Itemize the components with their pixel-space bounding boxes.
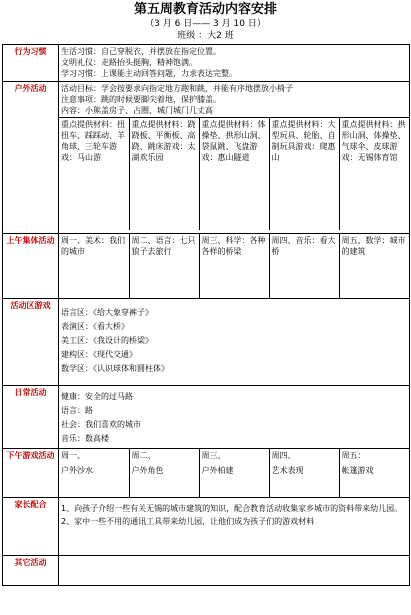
row-parents — [3, 498, 410, 556]
class-label: 班级 ：大2 班 — [177, 31, 234, 41]
afternoon-activity: 户外沙水 — [61, 466, 93, 475]
daily-line: 健康：安全的过马路 — [61, 392, 133, 401]
row-label-afternoon: 下午游戏活动 — [3, 449, 59, 498]
row-label-parents: 家长配合 — [3, 498, 59, 556]
afternoon-day: 周五： — [341, 451, 366, 460]
outdoor-column-mon: 重点提供材料：扭扭车、踩踩动、羊角球、三轮车游戏：马山游 — [59, 118, 129, 230]
afternoon-activity: 户外角色 — [131, 466, 164, 475]
daily-line: 音乐：数高楼 — [61, 434, 109, 443]
morning-content — [59, 234, 410, 299]
morning-column-fri: 周五、数学：城市的建筑 — [341, 236, 406, 256]
row-label-areas: 活动区游戏 — [3, 299, 59, 386]
row-label-outdoor: 户外活动 — [3, 82, 59, 234]
area-line: 语言区：《给大象穿裤子》 — [61, 308, 153, 317]
outdoor-content — [59, 82, 410, 234]
area-line: 建构区：《现代交通》 — [61, 350, 137, 359]
page-title: 第五周教育活动内容安排 — [133, 2, 277, 17]
row-afternoon — [3, 449, 410, 498]
behavior-line: 学习习惯：上课能主动回答问题，力求表达完整。 — [61, 69, 237, 78]
row-label-behavior: 行为习惯 — [3, 45, 59, 82]
row-other — [3, 556, 410, 586]
outdoor-line: 内容：小熊盖房子、占圈、城门城门几丈高 — [61, 106, 213, 115]
afternoon-activity: 帐篷游戏 — [341, 466, 374, 475]
row-areas — [3, 299, 410, 386]
parents-content — [59, 498, 410, 556]
afternoon-column-mon — [59, 449, 129, 497]
afternoon-columns — [59, 449, 409, 497]
daily-line: 语言：路 — [61, 406, 93, 415]
row-behavior — [3, 45, 410, 82]
area-line: 表演区：《看大桥》 — [61, 322, 129, 331]
row-morning — [3, 234, 410, 299]
other-content — [59, 556, 410, 586]
afternoon-column-fri — [339, 449, 409, 497]
parents-line: 2、家中一些不用的通讯工具带来幼儿园，让他们成为孩子们的游戏材料 — [61, 517, 315, 526]
daily-line: 社会：我们喜欢的城市 — [61, 420, 141, 429]
afternoon-activity: 艺术表现 — [271, 466, 304, 475]
morning-column-mon: 周一、美术：我们的城市 — [59, 234, 129, 298]
afternoon-day: 周二、 — [131, 451, 156, 460]
morning-column-thu: 周四、音乐：看大桥 — [269, 234, 339, 298]
outdoor-line: 活动目标：学会按要求向指定地方跑和跳，并能有序地摆放小椅子 — [61, 84, 293, 93]
behavior-line: 生活习惯：自己穿脱衣，并摆放在指定位置。 — [61, 47, 221, 56]
outdoor-column-wed: 重点提供材料：体操垫、拱形山洞、袋鼠跳、飞盘游戏：惠山隧道 — [199, 118, 269, 230]
afternoon-day: 周一、 — [61, 451, 85, 460]
row-outdoor — [3, 82, 410, 234]
afternoon-day: 周四、 — [271, 451, 296, 460]
outdoor-columns — [59, 118, 409, 230]
outdoor-column-thu: 重点提供材料：大型玩具、轮胎、自制玩具游戏：爬惠山 — [269, 118, 339, 230]
outdoor-line: 注意事项：跳的时候要脚尖着地，保护膝盖。 — [61, 95, 221, 104]
behavior-line: 文明礼仪：走路抬头挺胸，精神饱满。 — [61, 58, 197, 67]
afternoon-content — [59, 449, 410, 498]
row-label-other: 其它活动 — [3, 556, 59, 586]
afternoon-column-thu — [269, 449, 339, 497]
outdoor-column-tue: 重点提供材料：跷跷板、平衡板、高跷、跳床游戏：太湖欢乐园 — [129, 118, 199, 230]
afternoon-column-wed — [199, 449, 269, 497]
afternoon-column-tue — [129, 449, 199, 497]
row-label-morning: 上午集体活动 — [3, 234, 59, 299]
areas-content — [59, 299, 410, 386]
morning-column-tue: 周二、语言：七只狼子去旅行 — [129, 234, 199, 298]
daily-content — [59, 386, 410, 449]
afternoon-day: 周三、 — [201, 451, 226, 460]
morning-column-wed: 周三、科学：各种各样的桥梁 — [199, 234, 269, 298]
schedule-table — [2, 44, 410, 586]
row-label-daily: 日常活动 — [3, 386, 59, 449]
behavior-content — [59, 45, 410, 82]
outdoor-column-fri: 重点提供材料：拱形山洞、体操垫、气球伞、皮球游戏：无锡体育馆 — [341, 120, 406, 162]
area-line: 美工区：《我设计的桥梁》 — [61, 336, 153, 345]
morning-columns — [59, 234, 409, 298]
date-range: （3 月 6 日—— 3 月 10 日） — [145, 19, 266, 29]
area-line: 数学区：《认识球体和圆柱体》 — [61, 364, 169, 373]
afternoon-activity: 户外柏建 — [201, 466, 234, 475]
parents-line: 1、向孩子介绍一些有关无锡的城市建筑的知识，配合教育活动收集家乡城市的资料带来幼儿园。 — [61, 504, 403, 513]
row-daily — [3, 386, 410, 449]
